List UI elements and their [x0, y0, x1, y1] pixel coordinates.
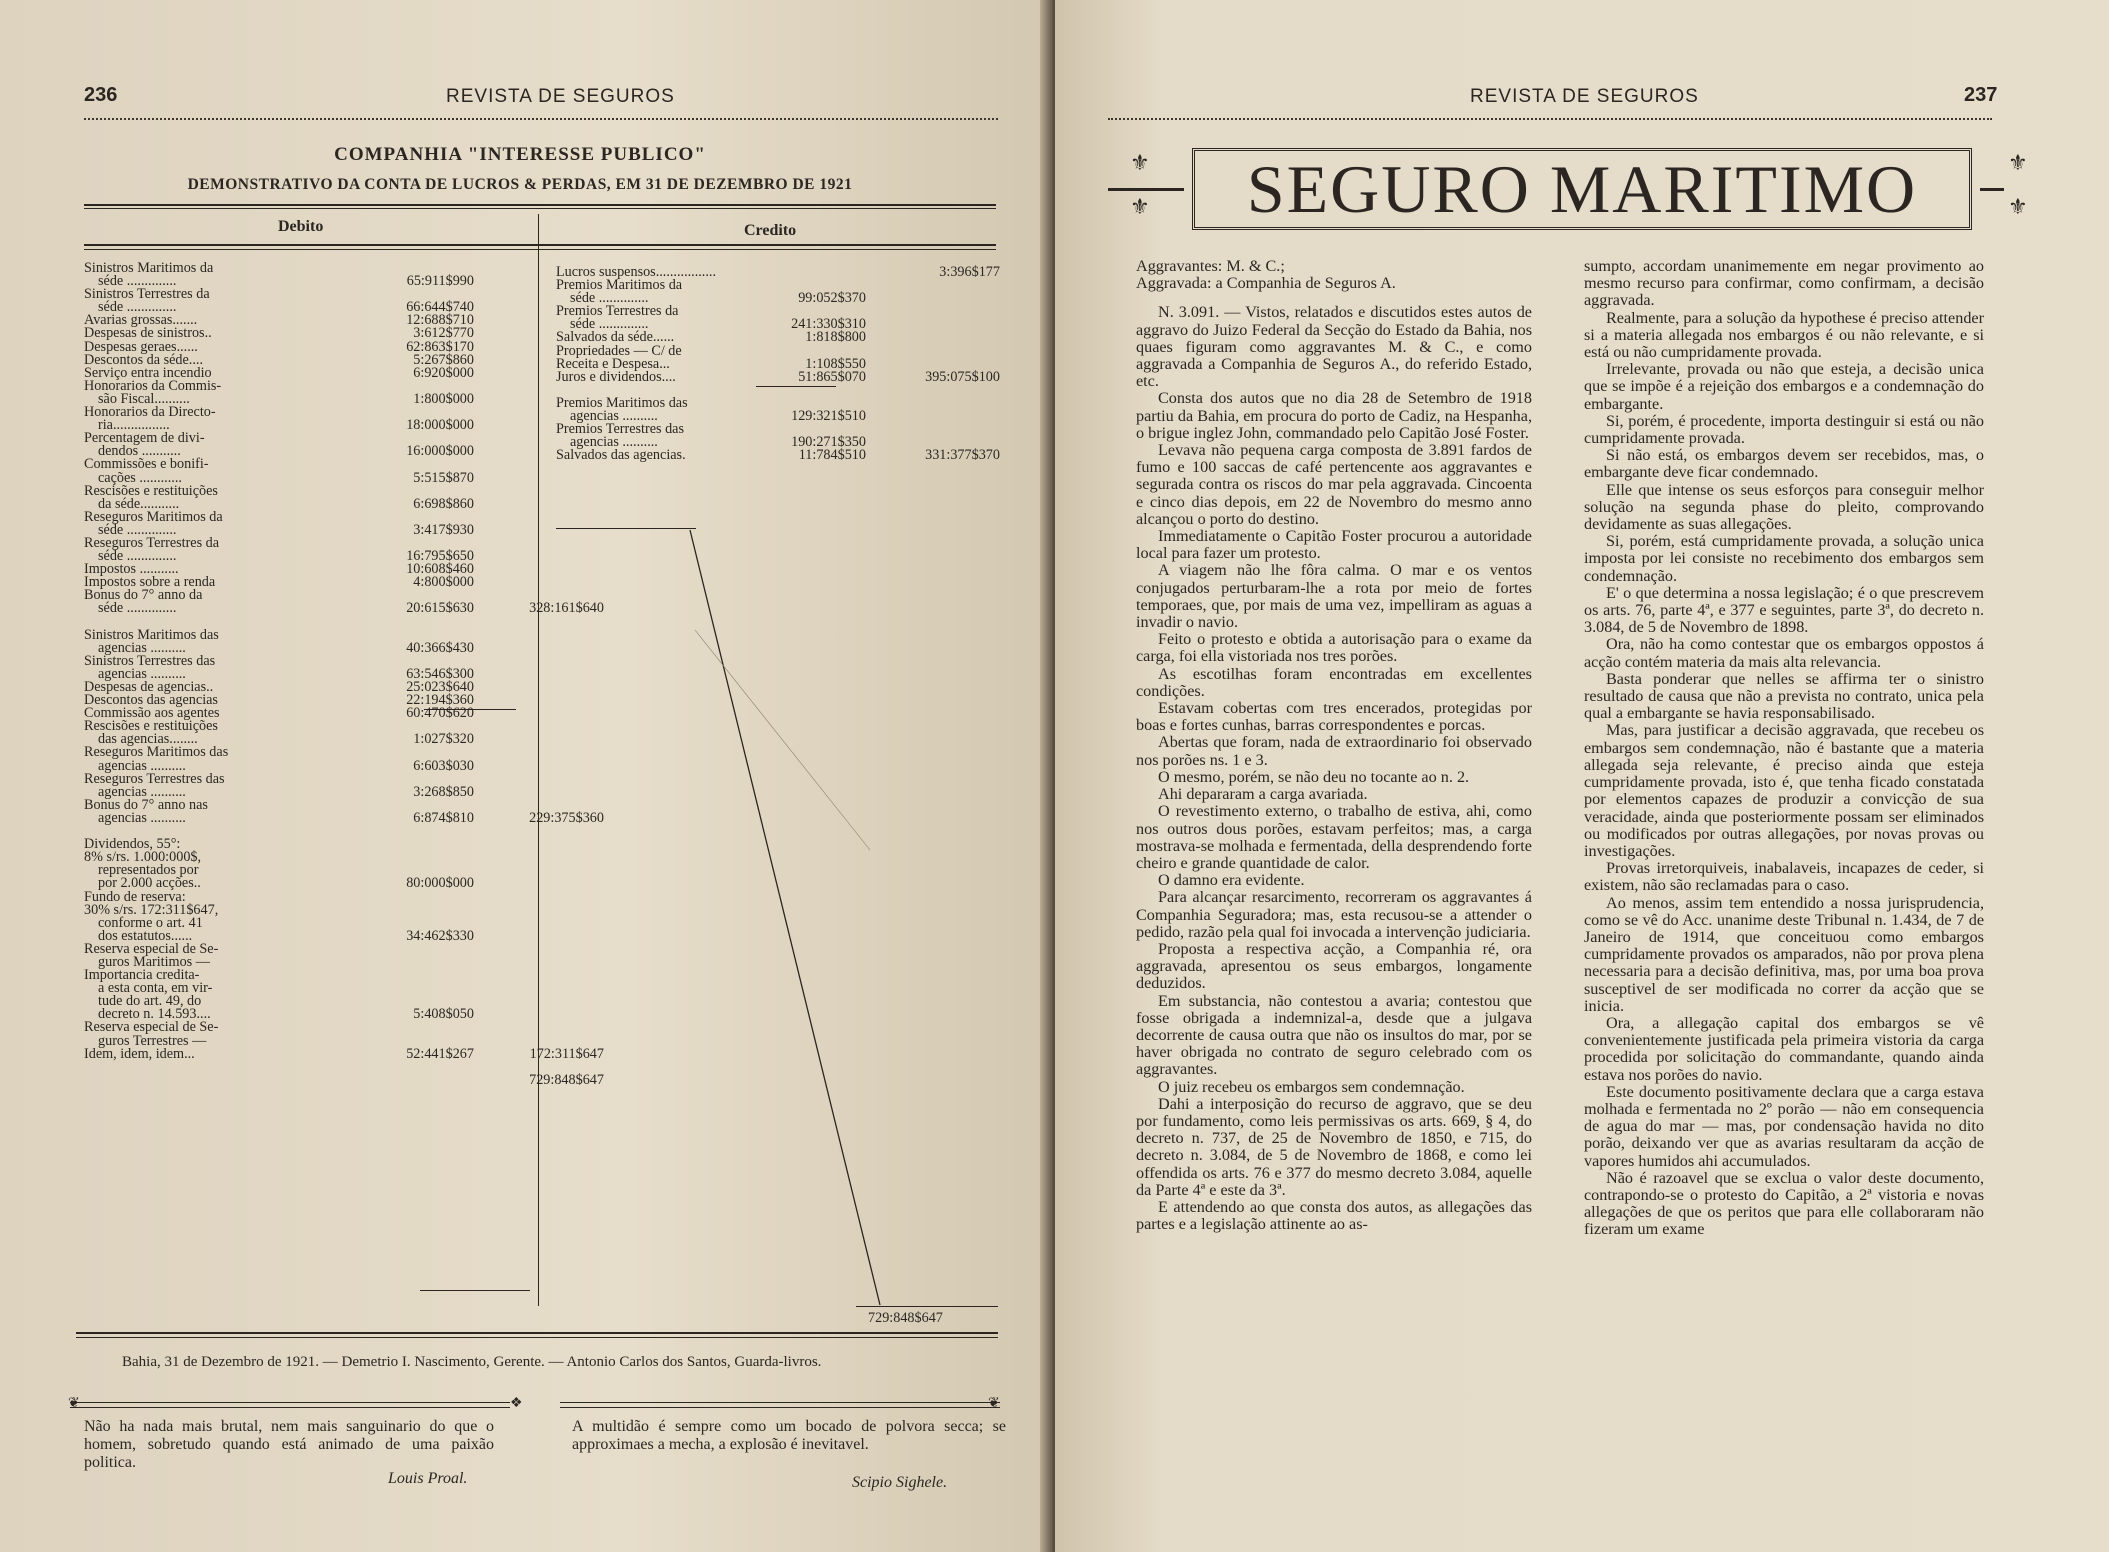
ledger-label: Importancia credita-: [84, 967, 200, 984]
ledger-amount: 6:603$030: [413, 757, 474, 774]
header-rule-left: [84, 110, 998, 120]
ledger-label: agencias ..........: [98, 757, 186, 774]
ledger-label: ria................: [98, 417, 170, 434]
column-divider: [538, 214, 539, 1306]
ornament-icon: ⚜: [2008, 194, 2028, 219]
ornament-icon: ⚜: [1130, 150, 1150, 175]
quote-left-author: Louis Proal.: [388, 1470, 468, 1487]
ledger-label: são Fiscal..........: [98, 390, 190, 407]
header-rule: [84, 244, 996, 246]
footer-rule-thin: [76, 1337, 998, 1338]
ledger-label: Despesas geraes......: [84, 338, 198, 355]
ledger-label: Premios Terrestres das: [556, 421, 684, 438]
article-paragraph: Ahi depararam a carga avariada.: [1158, 785, 1368, 804]
article-paragraph: Em substancia, não contestou a avaria; contestou que fosse obrigada a indemnizal-a, desde que a julgava decorrente de causa outra que não os insultos do mar, por se haver obrigada no contrato de seguro celebrado com os aggravantes.: [1136, 991, 1532, 1079]
ledger-label: Reseguros Maritimos da: [84, 508, 223, 525]
ledger-row: [84, 1071, 604, 1088]
ledger-amount: 34:462$330: [406, 927, 474, 944]
left-page: [0, 0, 1050, 1552]
ledger-label: a esta conta, em vir-: [98, 980, 213, 997]
page-number-right: 237: [1964, 84, 1998, 106]
article-paragraph: Ao menos, assim tem entendido a nossa jurisprudencia, como se vê do Acc. unanime deste Tribunal n. 1.434, de 7 de Janeiro de 1914, que conceituou como embargos cumpridamente provados os amparados, não por prova plena necessaria para a decisão definitiva, mas, por uma boa prova susceptivel de ser modificada no correr da acção que se inicia.: [1584, 893, 1984, 1015]
ledger-label: da séde...........: [98, 495, 180, 512]
ledger-amount: 1:800$000: [413, 390, 474, 407]
ledger-label: séde ..............: [98, 600, 177, 617]
ledger-row: [84, 1061, 524, 1074]
article-paragraph: Si, porém, é procedente, importa destinguir si está ou não cumpridamente provada.: [1584, 411, 1984, 448]
article-paragraph: A viagem não lhe fôra calma. O mar e os ventos conjugados perturbaram-lhe a rota por meio de fortes temporaes, que, por mais de uma vez, impelliram as aguas a invadir o navio.: [1136, 561, 1532, 632]
banner-bar-right: [1980, 188, 2004, 191]
ledger-label: Serviço entra incendio: [84, 364, 212, 381]
ledger-label: representados por: [98, 862, 199, 879]
ledger-label: Bonus do 7° anno nas: [84, 796, 208, 813]
ledger-amount: 66:644$740: [406, 299, 474, 316]
article-paragraph: O revestimento externo, o trabalho de estiva, ahi, como nos outros dous porões, estavam perfeitos; mas, a carga mostrava-se molhada e fermentada, della desprendendo forte cheiro e grande quantidade de calor.: [1136, 802, 1532, 872]
ledger-row: [84, 1045, 604, 1062]
debit-header: Debito: [278, 218, 324, 235]
ledger-label: por 2.000 acções..: [98, 875, 201, 892]
article-paragraph: Feito o protesto e obtida a autorisação para o exame da carga, foi ella vistoriada nos tres porões.: [1136, 630, 1532, 666]
ledger-amount: 63:546$300: [406, 665, 474, 682]
article-paragraph: Abertas que foram, nada de extraordinario foi observado nos porões ns. 1 e 3.: [1136, 733, 1532, 769]
ledger-label: guros Maritimos —: [98, 953, 210, 970]
ornament-icon: ❦: [988, 1396, 1000, 1411]
title-rule: [84, 204, 996, 206]
ledger-amount: 1:027$320: [413, 731, 474, 748]
ledger-amount: 62:863$170: [406, 338, 474, 355]
credit-total: 729:848$647: [868, 1310, 943, 1326]
credit-total-rule: [856, 1306, 998, 1307]
article-paragraph: Ora, a allegação capital dos embargos se vê convenientemente justificada pela primeira vistoria da carga procedida por solicitação do commandante, quando ainda estava nos porões do navio.: [1584, 1013, 1984, 1084]
article-paragraph: Para alcançar resarcimento, recorreram os aggravantes á Companhia Seguradora; mas, esta recusou-se a attender o pedido, razão pela qual foi invocada a intervenção judiciaria.: [1136, 888, 1532, 941]
quote-right-author: Scipio Sighele.: [852, 1474, 948, 1491]
ornament-icon: ⚜: [1130, 194, 1150, 219]
ledger-label: guros Terrestres —: [98, 1032, 207, 1049]
article-paragraph: Mas, para justificar a decisão aggravada, que recebeu os embargos sem condemnação, não é bastante que a materia allegada seja relevante, é preciso ainda que esteja cumpridamente provada, isto é, que tenha ficado constatada por elementos capazes de produzir a convicção de sua veracidade, ainda que posteriormente possam ser eliminados ou modificados por outras allegações, por novas provas ou investigações.: [1584, 721, 1984, 860]
quote-left: Não ha nada mais brutal, nem mais sanguinario do que o homem, sobretudo quando está animado de uma paixão politica.: [84, 1418, 494, 1471]
ledger-label: Despesas de sinistros..: [84, 325, 212, 342]
credit-subtotal-rule: [756, 386, 836, 387]
ledger-subtotal: 328:161$640: [529, 600, 604, 617]
article-paragraph: O juiz recebeu os embargos sem condemnação.: [1158, 1077, 1465, 1096]
article-paragraph: Levava não pequena carga composta de 3.891 fardos de fumo e 100 saccas de café pertencente aos aggravantes e segurada contra os riscos do mar pela aggravada. Cincoenta e cinco dias depois, em 22 de Novembro do mesmo anno alcançou o porto do destino.: [1136, 441, 1532, 528]
article-paragraph: Aggravada: a Companhia de Seguros A.: [1136, 274, 1396, 293]
article-paragraph: Ora, não ha como contestar que os embargos oppostos á acção contém materia da mais alta relevancia.: [1584, 635, 1984, 671]
ledger-label: séde ..............: [98, 299, 177, 316]
ledger-row: [84, 809, 604, 826]
article-paragraph: Realmente, para a solução da hypothese é preciso attender si a materia allegada nos embargos é ou não relevante, e si está ou não cumpridamente provada.: [1584, 308, 1984, 362]
filler-diagonal: [540, 520, 1010, 1320]
ledger-amount: 16:000$000: [406, 443, 474, 460]
ledger-amount: 12:688$710: [406, 312, 474, 329]
ledger-label: tude do art. 49, do: [98, 993, 202, 1010]
article-paragraph: Basta ponderar que nelles se affirma ter o sinistro resultado de causa que não a prevista no contrato, unica pela qual a embargante se havia responsabilisado.: [1584, 669, 1984, 723]
ornament-icon: ⚜: [2008, 150, 2028, 175]
ledger-label: séde ..............: [98, 521, 177, 538]
ledger-label: Sinistros Terrestres das: [84, 652, 216, 669]
ledger-amount: 25:023$640: [406, 679, 474, 695]
ledger-label: Sinistros Maritimos da: [84, 260, 214, 276]
ledger-label: agencias ..........: [98, 639, 186, 656]
ledger-amount: 3:612$770: [413, 325, 474, 342]
ledger-amount: 190:271$350: [791, 434, 866, 451]
credit-ledger: [556, 264, 1000, 464]
article-paragraph: E' o que determina a nossa legislação; é o que prescrevem os arts. 76, parte 4ª, e 377 e seguintes, parte 3ª, do decreto n. 3.084, de 5 de Novembro de 1898.: [1584, 583, 1984, 637]
ledger-label: Reserva especial de Se-: [84, 1019, 219, 1036]
ledger-subtotal: 229:375$360: [529, 809, 604, 826]
ledger-amount: 4:800$000: [413, 574, 474, 591]
ledger-label: Reseguros Terrestres da: [84, 534, 220, 551]
article-paragraph: Não é razoavel que se exclua o valor deste documento, contrapondo-se o protesto do Capitão, a 2ª vistoria e novas allegações de que os peritos que para elle collaboraram não fizeram um exame: [1584, 1168, 1984, 1239]
article-paragraph: N. 3.091. — Vistos, relatados e discutidos estes autos de aggravo do Juizo Federal da Secção do Estado da Bahia, nos quaes figuram como aggravantes M. & C., e como aggravada a Companhia de Seguros A., do referido Estado, etc.: [1136, 303, 1532, 391]
ledger-label: 30% s/rs. 172:311$647,: [84, 901, 219, 918]
ledger-label: Juros e dividendos....: [556, 368, 676, 385]
ledger-label: Lucros suspensos.................: [556, 264, 716, 280]
ornament-rule-right: [560, 1402, 1000, 1408]
ledger-label: agencias ..........: [570, 434, 658, 451]
debit-ledger: [84, 260, 604, 1088]
company-title: COMPANHIA "INTERESSE PUBLICO": [334, 144, 706, 165]
running-head-left: REVISTA DE SEGUROS: [446, 86, 675, 107]
ledger-amount: 11:784$510: [798, 447, 866, 464]
ledger-label: Commissão aos agentes: [84, 705, 220, 722]
ledger-amount: 20:615$630: [406, 600, 474, 617]
title-rule-thin: [84, 208, 996, 209]
ledger-label: Reseguros Maritimos das: [84, 744, 229, 761]
article-paragraph: sumpto, accordam unanimemente em negar provimento ao mesmo recurso para confirmar, como confirmam, a decisão aggravada.: [1584, 257, 1984, 310]
ledger-label: conforme o art. 41: [98, 914, 203, 931]
subtotal-rule-1: [424, 709, 516, 710]
ledger-label: dendos ...........: [98, 443, 181, 460]
ledger-label: Descontos das agencias: [84, 692, 218, 709]
footer-rule: [76, 1332, 998, 1334]
ledger-amount: 18:000$000: [406, 417, 474, 434]
ornament-rule-left: [70, 1402, 510, 1408]
ledger-label: Premios Maritimos da: [556, 277, 683, 294]
ledger-subtotal: 331:377$370: [925, 447, 1000, 464]
banner-bar-left: [1108, 188, 1184, 191]
ledger-amount: 22:194$360: [406, 692, 474, 709]
article-paragraph: O mesmo, porém, se não deu no tocante ao n. 2.: [1158, 767, 1470, 786]
ledger-amount: 65:911$990: [406, 273, 474, 290]
ledger-label: Dividendos, 55°:: [84, 836, 181, 853]
article-paragraph: Este documento positivamente declara que a carga estava molhada e fermentada no 2º porão — não em consequencia de agua do mar — mas, por condensação havida no dito porão, deixando ver que as avarias resultaram da acção de vapores humidos ahi accumulados.: [1584, 1082, 1984, 1170]
ledger-label: Salvados da séde......: [556, 329, 675, 346]
article-column-2: [1584, 258, 1984, 1239]
article-paragraph: Aggravantes: M. & C.;: [1136, 257, 1285, 275]
article-paragraph: As escotilhas foram encontradas em excellentes condições.: [1136, 664, 1532, 700]
ledger-label: séde ..............: [98, 548, 177, 565]
ledger-label: séde ..............: [98, 273, 177, 290]
ledger-amount: 3:268$850: [413, 783, 474, 800]
ledger-label: cações ............: [98, 469, 182, 486]
ledger-amount: 52:441$267: [406, 1045, 474, 1062]
article-paragraph: Proposta a respectiva acção, a Companhia ré, ora aggravada, apresentou os seus embargos, longamente deduzidos.: [1136, 939, 1532, 993]
ledger-label: Bonus do 7° anno da: [84, 587, 203, 604]
article-paragraph: O damno era evidente.: [1158, 871, 1305, 890]
article-paragraph: E attendendo ao que consta dos autos, as allegações das partes e a legislação attinente ao as-: [1136, 1197, 1532, 1234]
ledger-amount: 1:818$800: [805, 329, 866, 346]
ledger-amount: 6:698$860: [413, 495, 474, 512]
ledger-label: Fundo de reserva:: [84, 888, 186, 905]
page-number-left: 236: [84, 84, 118, 106]
ledger-label: Avarias grossas.......: [84, 312, 198, 329]
quote-right: A multidão é sempre como um bocado de polvora secca; se approximaes a mecha, a explosão é inevitavel.: [572, 1418, 1006, 1453]
article-paragraph: Irrelevante, provada ou não que esteja, a decisão unica que se impõe é a rejeição dos embargos e a condemnação do embargante.: [1584, 360, 1984, 413]
ledger-label: agencias ..........: [570, 408, 658, 425]
ledger-label: Despesas de agencias..: [84, 679, 214, 695]
article-paragraph: Elle que intense os seus esforços para conseguir melhor solução na segunda phase do pleito, comprovando devidamente as suas allegações.: [1584, 480, 1984, 534]
ledger-label: agencias ..........: [98, 809, 186, 826]
article-paragraph: Si não está, os embargos devem ser recebidos, mas, o embargante deve ficar condemnado.: [1584, 446, 1984, 482]
ledger-label: 8% s/rs. 1.000:000$,: [84, 849, 202, 866]
article-paragraph: Si, porém, está cumpridamente provada, a solução unica imposta por lei consiste no recebimento dos embargos sem condemnação.: [1584, 532, 1984, 585]
ledger-amount: 129:321$510: [791, 408, 866, 425]
ledger-amount: 5:515$870: [413, 469, 474, 486]
ledger-amount: 80:000$000: [406, 875, 474, 892]
ledger-label: Propriedades — C/ de: [556, 342, 682, 359]
ledger-amount: 3:417$930: [413, 521, 474, 538]
ledger-label: Commissões e bonifi-: [84, 456, 209, 473]
ledger-row: [84, 600, 604, 617]
ledger-amount: 6:874$810: [413, 809, 474, 826]
article-paragraph: Provas irretorquiveis, inabalaveis, incapazes de ceder, si existem, não são reclamadas para o caso.: [1584, 859, 1984, 895]
section-title: SEGURO MARITIMO: [1246, 151, 1918, 227]
running-head-right: REVISTA DE SEGUROS: [1470, 86, 1699, 107]
ledger-amount: 60:470$620: [406, 705, 474, 722]
credit-header: Credito: [744, 222, 797, 239]
ledger-amount: 10:608$460: [406, 561, 474, 578]
ledger-subtotal: 3:396$177: [939, 264, 1000, 280]
article-paragraph: Consta dos autos que no dia 28 de Setembro de 1918 partiu da Bahia, em procura do porto de Cadiz, na Hespanha, o brigue inglez John, commandado pelo Capitão José Foster.: [1136, 389, 1532, 442]
ledger-amount: 5:408$050: [413, 1006, 474, 1023]
header-rule-thin: [84, 249, 996, 250]
article-paragraph: Dahi a interposição do recurso de aggravo, que se deu por fundamento, como leis permissivas os arts. 669, § 4, do decreto n. 737, de 25 de Novembro de 1850, e 715, do decreto n. 3.084, de 5 de Novembro de 1868, e como lei offendida os arts. 76 e 377 do mesmo decreto 3.084, aquelle da Parte 4ª e este da 3ª.: [1136, 1094, 1532, 1199]
article-paragraph: Immediatamente o Capitão Foster procurou a autoridade local para fazer um protesto.: [1136, 527, 1532, 563]
ledger-label: Descontos da séde....: [84, 351, 203, 368]
ledger-amount: 5:267$860: [413, 351, 474, 368]
ledger-label: Sinistros Terrestres da: [84, 286, 210, 303]
signature-line: Bahia, 31 de Dezembro de 1921. — Demetrio I. Nascimento, Gerente. — Antonio Carlos dos Santos, Guarda-livros.: [122, 1354, 822, 1370]
ledger-label: Salvados das agencias.: [556, 447, 686, 464]
ledger-label: Idem, idem, idem...: [84, 1045, 195, 1062]
ledger-amount: 99:052$370: [798, 290, 866, 307]
ledger-label: Rescisões e restituições: [84, 482, 218, 499]
ledger-label: Honorarios da Commis-: [84, 377, 222, 394]
ledger-label: dos estatutos......: [98, 927, 193, 944]
article-column-1: [1136, 258, 1532, 1233]
ledger-label: das agencias........: [98, 731, 198, 748]
ledger-label: Impostos sobre a renda: [84, 574, 216, 591]
ledger-label: Premios Maritimos das: [556, 394, 688, 411]
ledger-label: decreto n. 14.593....: [98, 1006, 211, 1023]
ledger-label: Reserva especial de Se-: [84, 940, 219, 957]
ledger-label: agencias ..........: [98, 783, 186, 800]
ledger-label: séde ..............: [570, 316, 649, 333]
ledger-amount: 16:795$650: [406, 548, 474, 565]
ledger-amount: 40:366$430: [406, 639, 474, 656]
ledger-label: Sinistros Maritimos das: [84, 626, 219, 643]
ledger-label: séde ..............: [570, 290, 649, 307]
ledger-label: Reseguros Terrestres das: [84, 770, 225, 787]
statement-title: DEMONSTRATIVO DA CONTA DE LUCROS & PERDAS, EM 31 DE DEZEMBRO DE 1921: [187, 176, 853, 193]
ledger-label: Receita e Despesa...: [556, 355, 670, 372]
subtotal-rule-2: [420, 1290, 530, 1291]
ledger-row: [556, 368, 1000, 385]
ledger-label: Rescisões e restituições: [84, 718, 218, 735]
ledger-label: Premios Terrestres da: [556, 303, 679, 320]
ledger-label: Impostos ...........: [84, 561, 179, 578]
ledger-label: Percentagem de divi-: [84, 430, 205, 447]
ledger-label: Honorarios da Directo-: [84, 404, 216, 421]
article-paragraph: Estavam cobertas com tres encerados, protegidas por boas e fortes cunhas, barras correspondentes e porcas.: [1136, 699, 1532, 735]
ledger-subtotal: 395:075$100: [925, 368, 1000, 385]
ledger-subtotal: 172:311$647: [529, 1045, 604, 1062]
ledger-amount: 51:865$070: [798, 368, 866, 385]
ledger-amount: 6:920$000: [413, 364, 474, 381]
ledger-amount: 1:108$550: [805, 355, 866, 372]
ornament-icon: ❦: [68, 1396, 80, 1411]
ornament-icon: ❖: [510, 1396, 523, 1411]
ledger-subtotal: 729:848$647: [529, 1071, 604, 1088]
ledger-label: agencias ..........: [98, 665, 186, 682]
ledger-amount: 241:330$310: [791, 316, 866, 333]
header-rule-right: [1108, 110, 1992, 120]
ledger-row: [556, 447, 1000, 464]
